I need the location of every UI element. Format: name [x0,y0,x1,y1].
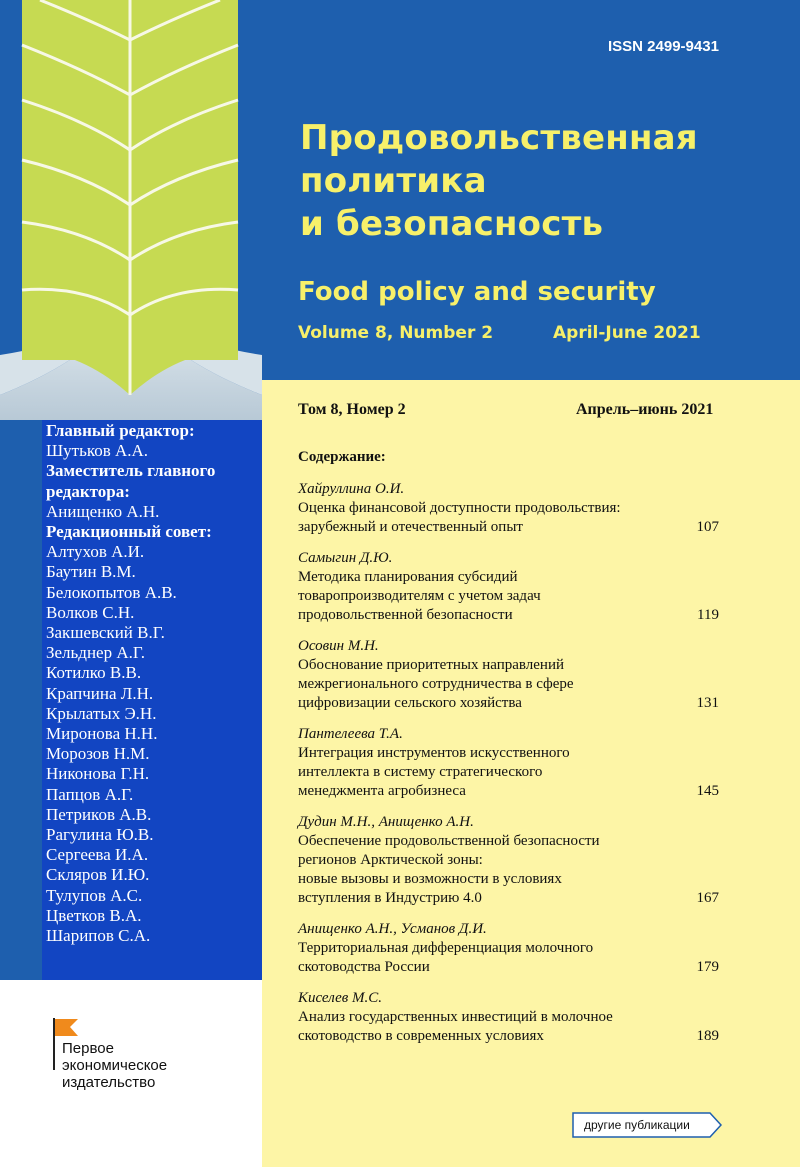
council-member: Петриков А.В. [46,804,152,824]
volume-en: Volume 8, Number 2 [298,323,494,343]
deputy-editor-label: Заместитель главного [46,461,216,481]
council-member: Белокопытов А.В. [46,582,177,602]
article-title-line: скотоводство в современных условиях [298,1028,544,1044]
toc-item[interactable] [298,813,728,908]
toc-item[interactable] [298,725,728,801]
article-author: Хайруллина О.И. [298,481,405,497]
article-title-line: Оценка финансовой доступности продовольствия: [298,500,621,516]
leaf-icon [0,0,262,420]
council-member: Волков С.Н. [46,602,135,622]
article-title [298,656,683,713]
article-title-line: Методика планирования субсидий [298,569,518,585]
council-label: Редакционный совет: [46,522,212,542]
journal-title-line: и безопасность [300,204,604,244]
article-title-line: интеллекта в систему стратегического [298,764,543,780]
editorial-board [46,421,258,946]
date-en: April-June 2021 [553,323,701,343]
contents-heading: Содержание: [298,449,386,465]
article-title-line: Обеспечение продовольственной безопасности [298,833,600,849]
article-author: Самыгин Д.Ю. [298,550,393,566]
article-title-line: Территориальная дифференциация молочного [298,940,594,956]
council-member: Скляров И.Ю. [46,865,150,885]
article-page: 167 [696,890,719,906]
article-title-line: вступления в Индустрию 4.0 [298,890,482,906]
article-title [298,1008,683,1046]
council-member: Шарипов С.А. [46,926,151,946]
council-member: Котилко В.В. [46,663,142,683]
date-ru: Апрель–июнь 2021 [576,401,714,418]
journal-title-ru [300,117,780,246]
article-title-line: Анализ государственных инвестиций в молочное [298,1009,613,1025]
toc-item[interactable] [298,989,728,1046]
article-author: Киселев М.С. [298,990,383,1006]
table-of-contents [298,480,728,1058]
article-title-line: новые вызовы и возможности в условиях [298,871,562,887]
council-member: Тулупов А.С. [46,885,143,905]
publisher-name-line: издательство [62,1074,156,1091]
council-member: Закшевский В.Г. [46,623,165,643]
council-member: Крапчина Л.Н. [46,683,154,703]
council-member: Алтухов А.И. [46,542,145,562]
volume-ru: Том 8, Номер 2 [298,401,406,418]
article-title-line: цифровизации сельского хозяйства [298,695,522,711]
article-page: 145 [696,783,719,799]
council-member: Цветков В.А. [46,905,142,925]
publisher-name [62,1040,167,1091]
council-member: Рагулина Ю.В. [46,825,154,845]
article-title-line: зарубежный и отечественный опыт [298,519,523,535]
council-member: Миронова Н.Н. [46,724,158,744]
council-member: Папцов А.Г. [46,784,134,804]
other-publications-button[interactable] [572,1112,722,1138]
other-publications-label: другие публикации [584,1118,690,1132]
article-page: 179 [696,959,719,975]
article-title-line: межрегионального сотрудничества в сфере [298,676,574,692]
article-author: Анищенко А.Н., Усманов Д.И. [298,921,487,937]
council-member: Зельднер А.Г. [46,643,146,663]
article-author: Пантелеева Т.А. [298,726,403,742]
toc-item[interactable] [298,480,728,537]
article-page: 189 [696,1028,719,1044]
journal-title-line: Продовольственная [300,118,698,158]
publisher-name-line: Первое [62,1040,114,1057]
article-title [298,568,683,625]
council-member: Никонова Г.Н. [46,764,150,784]
toc-item[interactable] [298,920,728,977]
article-title [298,939,683,977]
chief-editor: Шутьков А.А. [46,441,149,461]
issn: ISSN 2499-9431 [608,38,719,55]
article-title [298,499,683,537]
publisher-name-line: экономическое [62,1057,168,1074]
toc-item[interactable] [298,549,728,625]
journal-title-en: Food policy and security [298,277,656,307]
article-title [298,744,683,801]
article-title-line: скотоводства России [298,959,430,975]
council-member: Баутин В.М. [46,562,136,582]
journal-title-line: политика [300,161,487,201]
article-page: 131 [696,695,719,711]
article-page: 107 [696,519,719,535]
toc-item[interactable] [298,637,728,713]
article-title-line: менеджмента агробизнеса [298,783,466,799]
deputy-editor: Анищенко А.Н. [46,501,160,521]
article-title [298,832,683,908]
council-member: Крылатых Э.Н. [46,703,157,723]
article-title-line: товаропроизводителям с учетом задач [298,588,541,604]
deputy-editor-label: редактора: [46,481,130,501]
article-page: 119 [697,607,719,623]
chief-editor-label: Главный редактор: [46,421,195,440]
article-title-line: Обоснование приоритетных направлений [298,657,565,673]
council-member: Морозов Н.М. [46,744,150,764]
article-author: Дудин М.Н., Анищенко А.Н. [298,814,474,830]
article-title-line: продовольственной безопасности [298,607,513,623]
article-title-line: Интеграция инструментов искусственного [298,745,570,761]
article-author: Осовин М.Н. [298,638,379,654]
article-title-line: регионов Арктической зоны: [298,852,483,868]
council-member: Сергеева И.А. [46,845,149,865]
